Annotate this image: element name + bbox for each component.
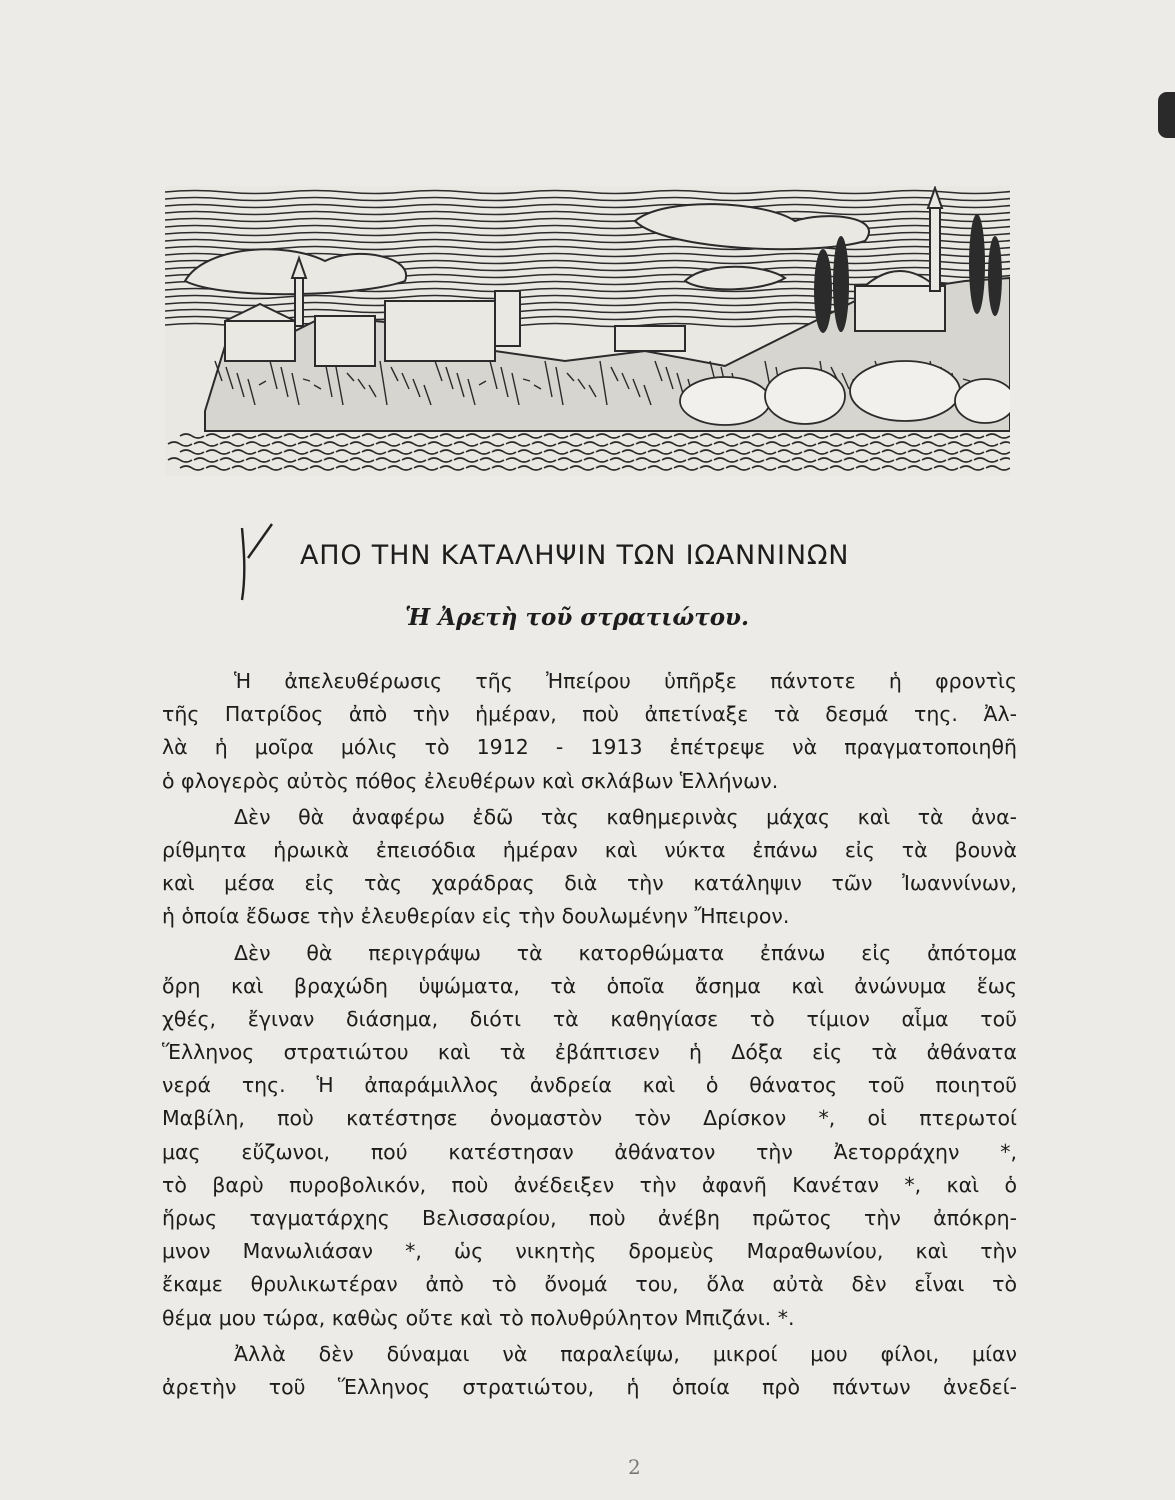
- water-ripple: [220, 458, 244, 462]
- text-line: τῆς Πατρίδος ἀπὸ τὴν ἡμέραν, ποὺ ἀπετίναξε τὰ δεσμά της. Ἀλ-: [162, 702, 1017, 727]
- text-line: ὄρη καὶ βραχώδη ὑψώματα, τὰ ὁποῖα ἄσημα καὶ ἀνώνυμα ἕως: [162, 973, 1017, 998]
- water-ripple: [622, 466, 646, 470]
- water-ripple: [674, 434, 698, 438]
- water-ripple: [570, 450, 594, 454]
- text-line: Ἡ ἀπελευθέρωσις τῆς Ἠπείρου ὑπῆρξε πάντοτε ἡ φροντὶς: [234, 669, 1017, 693]
- water-ripple: [272, 442, 296, 446]
- sky-hatch-line: [165, 226, 1010, 229]
- water-ripple: [948, 442, 972, 446]
- body-text: [162, 665, 1017, 1404]
- water-ripple: [908, 434, 932, 438]
- sky-hatch-line: [165, 233, 1010, 236]
- water-ripple: [974, 458, 998, 462]
- water-ripple: [168, 442, 192, 446]
- water-ripple: [882, 450, 906, 454]
- water-ripple: [778, 434, 802, 438]
- water-ripple: [258, 466, 282, 470]
- water-ripple: [570, 434, 594, 438]
- water-ripple: [1000, 442, 1010, 446]
- water-ripple: [882, 466, 906, 470]
- water-ripple: [350, 458, 374, 462]
- water-ripple: [284, 434, 308, 438]
- water-ripple: [284, 450, 308, 454]
- water-ripple: [558, 458, 582, 462]
- water-ripple: [336, 434, 360, 438]
- water-ripple: [908, 450, 932, 454]
- sky-hatch-line: [165, 247, 1010, 250]
- water-ripple: [752, 466, 776, 470]
- water-ripple: [648, 466, 672, 470]
- water-ripple: [428, 442, 452, 446]
- water-ripple: [818, 442, 842, 446]
- text-line: θέμα μου τώρα, καθὼς οὔτε καὶ τὸ πολυθρύλητον Μπιζάνι. *.: [162, 1305, 795, 1330]
- water-ripple: [844, 458, 868, 462]
- water-ripple: [726, 450, 750, 454]
- water-ripple: [674, 466, 698, 470]
- water-ripple: [856, 434, 880, 438]
- water-ripple: [492, 450, 516, 454]
- water-ripple: [700, 434, 724, 438]
- water-ripple: [492, 466, 516, 470]
- section-subheading: Ἡ Ἀρετὴ τοῦ στρατιώτου.: [405, 604, 750, 631]
- water-ripple: [168, 458, 192, 462]
- chapter-heading: ΑΠΟ ΤΗΝ ΚΑΤΑΛΗΨΙΝ ΤΩΝ ΙΩΑΝΝΙΝΩΝ: [300, 540, 850, 571]
- water-ripple: [310, 434, 334, 438]
- water-ripple: [414, 466, 438, 470]
- water-ripple: [896, 458, 920, 462]
- water-ripple: [740, 442, 764, 446]
- water-ripple: [376, 442, 400, 446]
- water-ripple: [726, 466, 750, 470]
- water-ripple: [206, 434, 230, 438]
- water-ripple: [688, 442, 712, 446]
- water-ripple: [440, 450, 464, 454]
- water-ripple: [532, 458, 556, 462]
- water-ripple: [388, 450, 412, 454]
- water-ripple: [466, 450, 490, 454]
- sky-hatch-line: [165, 219, 1010, 222]
- sky-hatch-line: [165, 205, 1010, 208]
- water-ripple: [310, 466, 334, 470]
- text-line: ἔκαμε θρυλικωτέραν ἀπὸ τὸ ὄνομά του, ὅλα αὐτὰ δὲν εἶναι τὸ: [162, 1272, 1017, 1297]
- water-ripple: [934, 434, 958, 438]
- water-ripple: [428, 458, 452, 462]
- text-line: λὰ ἡ μοῖρα μόλις τὸ 1912 - 1913 ἐπέτρεψε νὰ πραγματοποιηθῆ: [162, 735, 1017, 760]
- water-ripple: [336, 466, 360, 470]
- water-ripple: [454, 442, 478, 446]
- water-ripple: [232, 450, 256, 454]
- water-ripple: [610, 442, 634, 446]
- water-ripple: [544, 466, 568, 470]
- text-line: χθές, ἔγιναν διάσημα, διότι τὰ καθηγίασε τὸ τίμιον αἷμα τοῦ: [162, 1006, 1017, 1031]
- water-ripple: [610, 458, 634, 462]
- water-ripple: [778, 466, 802, 470]
- water-ripple: [960, 434, 984, 438]
- water-ripple: [740, 458, 764, 462]
- water-ripple: [922, 442, 946, 446]
- text-line: Ἕλληνος στρατιώτου καὶ τὰ ἐβάπτισεν ἡ Δόξα εἰς τὰ ἀθάνατα: [162, 1040, 1017, 1065]
- water-ripple: [818, 458, 842, 462]
- water-ripple: [714, 458, 738, 462]
- water-ripple: [726, 434, 750, 438]
- water-ripple: [246, 442, 270, 446]
- text-line: μνον Μανωλιάσαν *, ὡς νικητὴς δρομεὺς Μαραθωνίου, καὶ τὴν: [162, 1239, 1017, 1264]
- water-ripple: [414, 434, 438, 438]
- water-ripple: [714, 442, 738, 446]
- water-ripple: [272, 458, 296, 462]
- water-ripple: [388, 466, 412, 470]
- water-ripple: [362, 466, 386, 470]
- water-ripple: [596, 450, 620, 454]
- water-ripple: [662, 458, 686, 462]
- text-line: ὁ φλογερὸς αὐτὸς πόθος ἐλευθέρων καὶ σκλάβων Ἑλλήνων.: [162, 768, 779, 793]
- text-line: μας εὔζωνοι, πού κατέστησαν ἀθάνατον τὴν Ἀετορράχην *,: [162, 1139, 1017, 1164]
- water-ripple: [440, 434, 464, 438]
- page-number: 2: [628, 1455, 641, 1479]
- water-ripple: [258, 450, 282, 454]
- text-line: Δὲν θὰ ἀναφέρω ἐδῶ τὰς καθημερινὰς μάχας καὶ τὰ ἀνα-: [234, 804, 1017, 829]
- water-ripple: [220, 442, 244, 446]
- water-ripple: [362, 434, 386, 438]
- water-ripple: [506, 442, 530, 446]
- text-line: Μαβίλη, ποὺ κατέστησε ὀνομαστὸν τὸν Δρίσκον *, οἱ πτερωτοί: [162, 1106, 1017, 1131]
- water-ripple: [376, 458, 400, 462]
- water-ripple: [792, 458, 816, 462]
- text-line: ρίθμητα ἡρωικὰ ἐπεισόδια ἡμέραν καὶ νύκτα ἐπάνω εἰς τὰ βουνὰ: [162, 837, 1017, 862]
- water-ripple: [648, 450, 672, 454]
- water-ripple: [960, 450, 984, 454]
- water-ripple: [180, 434, 204, 438]
- water-ripple: [298, 458, 322, 462]
- text-line: καὶ μέσα εἰς τὰς χαράδρας διὰ τὴν κατάληψιν τῶν Ἰωαννίνων,: [162, 871, 1017, 896]
- water-ripple: [700, 450, 724, 454]
- water-ripple: [856, 450, 880, 454]
- water-ripple: [336, 450, 360, 454]
- water-ripple: [180, 450, 204, 454]
- handwritten-mark: [228, 520, 278, 602]
- text-line: Δὲν θὰ περιγράψω τὰ κατορθώματα ἐπάνω εἰς ἀπότομα: [234, 940, 1017, 965]
- water-ripple: [622, 450, 646, 454]
- water-ripple: [986, 466, 1010, 470]
- water-ripple: [830, 450, 854, 454]
- water-ripple: [492, 434, 516, 438]
- sky-hatch-line: [165, 191, 1010, 194]
- water-ripple: [440, 466, 464, 470]
- water-ripple: [948, 458, 972, 462]
- water-ripple: [284, 466, 308, 470]
- sky-hatch-line: [165, 240, 1010, 243]
- water-ripple: [596, 434, 620, 438]
- water-ripple: [792, 442, 816, 446]
- water-ripple: [350, 442, 374, 446]
- water-ripple: [480, 458, 504, 462]
- water-ripple: [194, 458, 218, 462]
- water-ripple: [870, 442, 894, 446]
- water-ripple: [544, 450, 568, 454]
- water-ripple: [402, 442, 426, 446]
- water-ripple: [232, 466, 256, 470]
- water-ripple: [258, 434, 282, 438]
- water-ripple: [960, 466, 984, 470]
- water-ripple: [830, 434, 854, 438]
- water-ripple: [934, 450, 958, 454]
- water-ripple: [974, 442, 998, 446]
- water-ripple: [622, 434, 646, 438]
- water-ripple: [908, 466, 932, 470]
- water-ripple: [544, 434, 568, 438]
- water-ripple: [246, 458, 270, 462]
- water-ripple: [310, 450, 334, 454]
- water-ripple: [558, 442, 582, 446]
- water-ripple: [206, 466, 230, 470]
- text-line: τὸ βαρὺ πυροβολικόν, ποὺ ἀνέδειξεν τὴν ἀφανῆ Κανέταν *, καὶ ὁ: [162, 1172, 1017, 1197]
- water-ripple: [986, 450, 1010, 454]
- water-ripple: [636, 458, 660, 462]
- water-ripple: [922, 458, 946, 462]
- water-ripple: [180, 466, 204, 470]
- water-ripple: [804, 466, 828, 470]
- water-ripple: [830, 466, 854, 470]
- ioannina-engraving: [165, 186, 1010, 476]
- water-ripple: [804, 450, 828, 454]
- water-ripple: [206, 450, 230, 454]
- water-ripple: [596, 466, 620, 470]
- water-ripple: [480, 442, 504, 446]
- water-ripple: [584, 442, 608, 446]
- water-ripple: [674, 450, 698, 454]
- water-ripple: [324, 442, 348, 446]
- water-ripple: [388, 434, 412, 438]
- water-ripple: [466, 466, 490, 470]
- water-ripple: [688, 458, 712, 462]
- water-ripple: [870, 458, 894, 462]
- water-ripple: [986, 434, 1010, 438]
- water-ripple: [414, 450, 438, 454]
- water-ripple: [856, 466, 880, 470]
- water-ripple: [570, 466, 594, 470]
- water-ripple: [518, 450, 542, 454]
- water-ripple: [844, 442, 868, 446]
- water-ripple: [518, 466, 542, 470]
- water-ripple: [402, 458, 426, 462]
- text-line: Ἀλλὰ δὲν δύναμαι νὰ παραλείψω, μικροί μου φίλοι, μίαν: [234, 1341, 1017, 1366]
- water-ripple: [766, 458, 790, 462]
- water-ripple: [506, 458, 530, 462]
- sky-hatch-line: [165, 212, 1010, 215]
- water-ripple: [934, 466, 958, 470]
- water-ripple: [752, 434, 776, 438]
- water-ripple: [882, 434, 906, 438]
- water-ripple: [662, 442, 686, 446]
- text-line: ἥρως ταγματάρχης Βελισσαρίου, ποὺ ἀνέβη πρῶτος τὴν ἀπόκρη-: [162, 1206, 1017, 1230]
- water-ripple: [752, 450, 776, 454]
- sky-hatch-line: [165, 198, 1010, 201]
- text-line: ἡ ὁποία ἔδωσε τὴν ἐλευθερίαν εἰς τὴν δουλωμένην Ἤπειρον.: [162, 904, 790, 929]
- water-ripple: [466, 434, 490, 438]
- water-ripple: [232, 434, 256, 438]
- water-ripple: [194, 442, 218, 446]
- water-ripple: [362, 450, 386, 454]
- water-ripple: [700, 466, 724, 470]
- water-ripple: [298, 442, 322, 446]
- text-line: νερά της. Ἡ ἀπαράμιλλος ἀνδρεία καὶ ὁ θάνατος τοῦ ποιητοῦ: [162, 1073, 1017, 1098]
- water-ripple: [518, 434, 542, 438]
- water-ripple: [636, 442, 660, 446]
- water-ripple: [532, 442, 556, 446]
- water-ripple: [804, 434, 828, 438]
- water-ripple: [584, 458, 608, 462]
- water-ripple: [648, 434, 672, 438]
- page-edge-mark: [1158, 92, 1175, 138]
- water-ripple: [766, 442, 790, 446]
- water-ripple: [324, 458, 348, 462]
- water-ripple: [454, 458, 478, 462]
- water-ripple: [1000, 458, 1010, 462]
- text-line: ἀρετὴν τοῦ Ἕλληνος στρατιώτου, ἡ ὁποία πρὸ πάντων ἀνεδεί-: [162, 1374, 1017, 1399]
- water-ripple: [896, 442, 920, 446]
- water-ripple: [778, 450, 802, 454]
